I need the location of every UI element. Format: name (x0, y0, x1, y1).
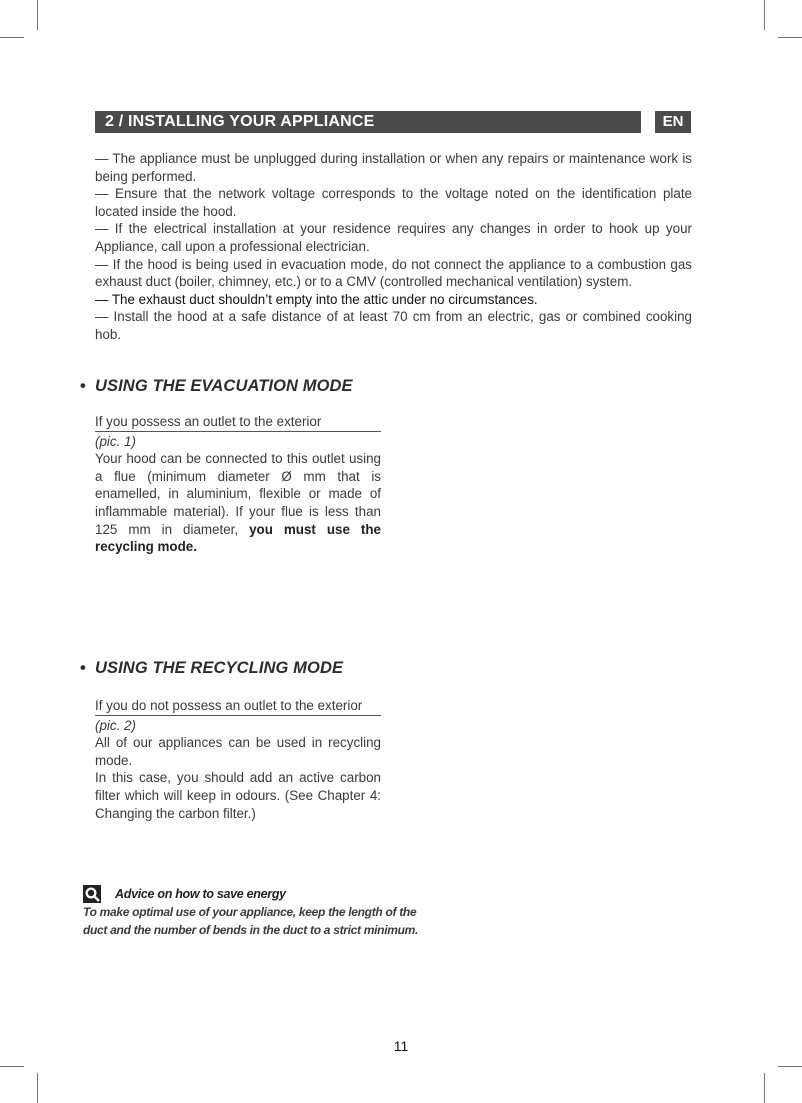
pic-reference: (pic. 2) (95, 717, 136, 733)
bullet-icon: • (80, 659, 86, 677)
bullet-icon: • (80, 377, 86, 395)
recycling-body: All of our appliances can be used in recycling mode. (95, 735, 381, 768)
recycling-body: In this case, you should add an active carbon filter which will keep in odours. (See Chapter 4: Changing the carbon filter.) (95, 770, 381, 821)
recycling-mode-title (80, 659, 343, 678)
safety-note: — Install the hood at a safe distance of at least 70 cm from an electric, gas or combined cooking hob. (95, 309, 692, 342)
advice-title: Advice on how to save energy (115, 887, 286, 901)
crop-mark (764, 0, 765, 30)
language-badge: EN (655, 111, 691, 133)
page-number: 11 (393, 1038, 409, 1054)
evacuation-body-text: Your hood can be connected to this outlet using a flue (minimum diameter Ø mm that is enamelled, in aluminium, flexible or made of inflammable material). If your flue is less than 125 mm in diameter, (95, 451, 381, 537)
evacuation-body (95, 450, 381, 556)
crop-mark (0, 37, 24, 38)
crop-mark (778, 1066, 802, 1067)
recycling-section (95, 697, 381, 822)
crop-mark (37, 0, 38, 30)
crop-mark (778, 37, 802, 38)
recycling-sub-heading: If you do not possess an outlet to the exterior (95, 697, 381, 716)
evacuation-section (95, 413, 381, 556)
evacuation-sub-heading: If you possess an outlet to the exterior (95, 413, 381, 432)
magnifier-icon (83, 885, 101, 903)
safety-note: — Ensure that the network voltage corresponds to the voltage noted on the identification plate located inside the hood. (95, 186, 692, 219)
crop-mark (764, 1073, 765, 1103)
crop-mark (37, 1073, 38, 1103)
pic-reference: (pic. 1) (95, 433, 136, 449)
evacuation-mode-title (80, 377, 353, 396)
crop-mark (0, 1066, 24, 1067)
advice-body: To make optimal use of your appliance, keep the length of the duct and the number of bends in the duct to a strict minimum. (83, 905, 419, 937)
energy-advice (83, 885, 428, 939)
safety-note: — The appliance must be unplugged during installation or when any repairs or maintenance work is being performed. (95, 151, 692, 184)
evacuation-body-emphasis: you must use the recycling mode. (95, 521, 381, 555)
safety-note: — The exhaust duct shouldn’t empty into the attic under no circumstances. (95, 291, 538, 307)
safety-note: — If the hood is being used in evacuation mode, do not connect the appliance to a combustion gas exhaust duct (boiler, chimney, etc.) or to a CMV (controlled mechanical ventilation) system. (95, 256, 692, 290)
evacuation-title-text: USING THE EVACUATION MODE (95, 377, 353, 395)
recycling-title-text: USING THE RECYCLING MODE (95, 659, 344, 677)
safety-notes (95, 150, 692, 344)
safety-note: — If the electrical installation at your residence requires any changes in order to hook up your Appliance, call upon a professional electrician. (95, 221, 692, 254)
section-header: 2 / INSTALLING YOUR APPLIANCE (95, 111, 641, 133)
